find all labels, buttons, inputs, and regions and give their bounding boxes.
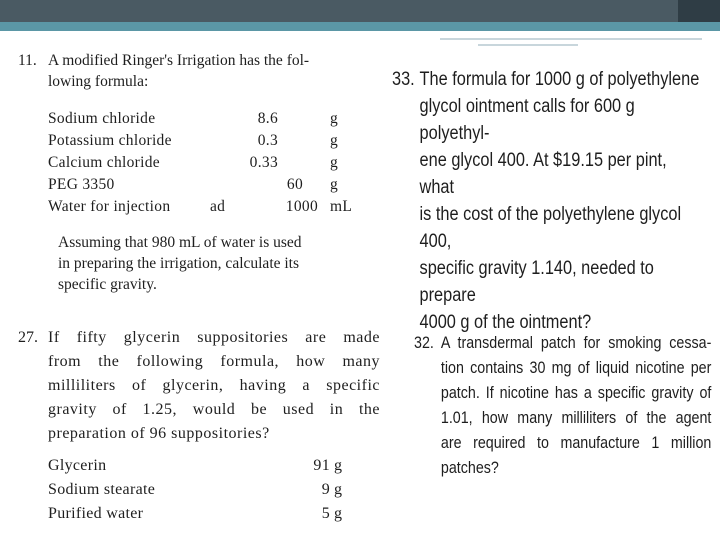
problem-number: 11.	[18, 52, 37, 69]
formula-row	[48, 174, 378, 196]
ingredient-unit: g	[330, 132, 339, 149]
text-line: ene glycol 400. At $19.15 per pint, what	[419, 150, 667, 198]
text-line: A transdermal patch for smoking cessa-	[440, 333, 712, 352]
ingredient-unit: g	[334, 505, 343, 522]
formula-row	[48, 502, 378, 526]
problem-number: 32.	[414, 333, 434, 352]
ingredient-name: Water for injection	[48, 198, 171, 215]
ingredient-unit: g	[330, 176, 339, 193]
text-line: in preparing the irrigation, calculate its	[58, 255, 300, 272]
text-line: patches?	[440, 458, 499, 477]
text-line: lowing formula:	[48, 73, 149, 90]
ingredient-unit: g	[330, 110, 339, 127]
text-line: milliliters of glycerin, having a specific	[48, 377, 380, 394]
ingredient-unit: mL	[330, 198, 353, 215]
text-line: A modified Ringer's Irrigation has the fol-	[48, 52, 310, 69]
text-line: 1.01, how many milliliters of the agent	[440, 408, 712, 427]
ingredient-name: Sodium chloride	[48, 110, 156, 127]
ingredient-quantity: 5	[321, 505, 330, 522]
text-line: If fifty glycerin suppositories are made	[48, 329, 380, 346]
text-line: specific gravity.	[58, 276, 157, 293]
text-line: Assuming that 980 mL of water is used	[58, 234, 302, 251]
text-line: tion contains 30 mg of liquid nicotine per	[440, 358, 712, 377]
problem-text	[420, 66, 704, 336]
formula-row	[48, 196, 378, 218]
problem-text	[48, 326, 380, 446]
text-line: preparation of 96 suppositories?	[48, 425, 270, 442]
text-line: is the cost of the polyethylene glycol 400,	[419, 204, 682, 252]
ingredient-quantity: 8.6	[257, 110, 278, 127]
problem-number: 27.	[18, 329, 38, 346]
formula-row	[48, 478, 378, 502]
slide-top-bar	[0, 0, 720, 22]
formula-row	[48, 108, 378, 130]
ingredient-unit: g	[334, 481, 343, 498]
formula-row	[48, 454, 378, 478]
formula-table	[48, 454, 378, 526]
slide-accent-stripe	[0, 22, 720, 31]
problem-number: 33.	[392, 69, 415, 90]
formula-table	[48, 108, 378, 218]
ingredient-name: Sodium stearate	[48, 481, 156, 498]
problem-question	[58, 232, 368, 295]
formula-row	[48, 130, 378, 152]
ingredient-quantity: 0.3	[257, 132, 278, 149]
text-line: glycol ointment calls for 600 g polyethyl-	[419, 96, 635, 144]
ingredient-quantity: 9	[321, 481, 330, 498]
ingredient-quantity: 60	[286, 176, 303, 193]
formula-row	[48, 152, 378, 174]
problem-text	[48, 50, 378, 92]
divider-line	[440, 38, 702, 40]
ingredient-quantity: 1000	[285, 198, 318, 215]
ingredient-unit: g	[330, 154, 339, 171]
ingredient-name: Calcium chloride	[48, 154, 160, 171]
text-line: gravity of 1.25, would be used in the	[48, 401, 380, 418]
text-line: are required to manufacture 1 million	[440, 433, 712, 452]
ad-qs-label: ad	[210, 198, 226, 215]
text-line: 4000 g of the ointment?	[419, 312, 592, 333]
text-line: The formula for 1000 g of polyethylene	[419, 69, 700, 90]
divider-line	[478, 44, 578, 46]
ingredient-unit: g	[334, 457, 343, 474]
text-line: patch. If nicotine has a specific gravity of	[440, 383, 712, 402]
text-line: specific gravity 1.140, needed to prepare	[419, 258, 654, 306]
problem-text	[441, 330, 711, 480]
ingredient-name: Glycerin	[48, 457, 107, 474]
ingredient-name: PEG 3350	[48, 176, 115, 193]
ingredient-name: Potassium chloride	[48, 132, 172, 149]
ingredient-name: Purified water	[48, 505, 144, 522]
slide-top-bar-corner	[678, 0, 720, 22]
text-line: from the following formula, how many	[48, 353, 380, 370]
ingredient-quantity: 91	[313, 457, 330, 474]
ingredient-quantity: 0.33	[249, 154, 278, 171]
